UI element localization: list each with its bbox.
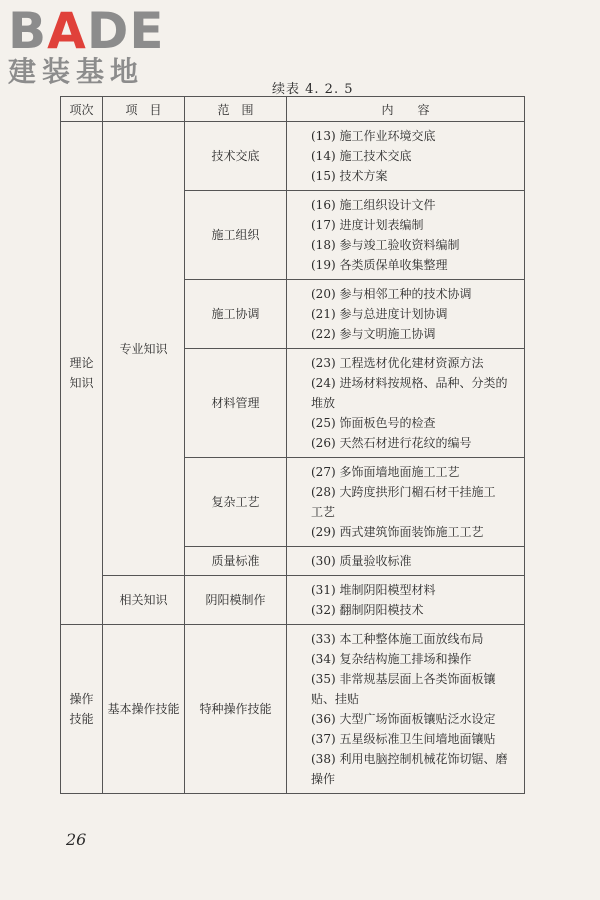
content-item: (15) 技术方案 — [311, 169, 388, 183]
content-item: (38) 利用电脑控制机械花饰切锯、磨 操作 — [311, 752, 508, 786]
content-item: (22) 参与文明施工协调 — [311, 327, 436, 341]
content-item: (19) 各类质保单收集整理 — [311, 258, 448, 272]
header-scope: 范 围 — [185, 97, 287, 122]
skills-table — [60, 96, 525, 794]
scope-cell: 施工协调 — [185, 280, 287, 349]
scope-cell: 特种操作技能 — [185, 625, 287, 794]
page-number: 26 — [66, 830, 87, 849]
content-item: (21) 参与总进度计划协调 — [311, 307, 448, 321]
content-cell — [287, 547, 525, 576]
scope-cell: 复杂工艺 — [185, 458, 287, 547]
content-cell — [287, 458, 525, 547]
content-item: (26) 天然石材进行花纹的编号 — [311, 436, 472, 450]
group-theory: 理论 知识 — [61, 122, 103, 625]
table-row — [61, 576, 525, 625]
content-item: (28) 大跨度拱形门楣石材干挂施工 工艺 — [311, 485, 496, 519]
scope-cell: 阴阳模制作 — [185, 576, 287, 625]
table-caption: 续表 4. 2. 5 — [272, 82, 354, 97]
content-item: (13) 施工作业环境交底 — [311, 129, 436, 143]
content-item: (36) 大型广场饰面板镶贴泛水设定 — [311, 712, 496, 726]
content-cell — [287, 349, 525, 458]
project-related: 相关知识 — [103, 576, 185, 625]
scope-cell: 质量标准 — [185, 547, 287, 576]
header-item-no: 项次 — [61, 97, 103, 122]
header-project: 项 目 — [103, 97, 185, 122]
group-operation: 操作 技能 — [61, 625, 103, 794]
content-item: (23) 工程选材优化建材资源方法 — [311, 356, 484, 370]
logo-wordmark: BADE — [8, 2, 165, 60]
logo-subtitle: 建装基地 — [8, 55, 145, 88]
content-cell — [287, 191, 525, 280]
content-item: (27) 多饰面墙地面施工工艺 — [311, 465, 460, 479]
table-row — [61, 122, 525, 191]
content-item: (18) 参与竣工验收资料编制 — [311, 238, 460, 252]
scope-cell: 技术交底 — [185, 122, 287, 191]
content-cell — [287, 122, 525, 191]
table-header-row — [61, 97, 525, 122]
scope-cell: 施工组织 — [185, 191, 287, 280]
header-content: 内 容 — [287, 97, 525, 122]
content-item: (31) 堆制阴阳模型材料 — [311, 583, 436, 597]
content-item: (32) 翻制阴阳模技术 — [311, 603, 424, 617]
content-item: (37) 五星级标准卫生间墙地面镶贴 — [311, 732, 496, 746]
table-row — [61, 625, 525, 794]
content-item: (25) 饰面板色号的检查 — [311, 416, 436, 430]
content-item: (33) 本工种整体施工面放线布局 — [311, 632, 484, 646]
scope-cell: 材料管理 — [185, 349, 287, 458]
content-item: (14) 施工技术交底 — [311, 149, 412, 163]
content-item: (16) 施工组织设计文件 — [311, 198, 436, 212]
content-cell — [287, 576, 525, 625]
project-basic: 基本操作技能 — [103, 625, 185, 794]
content-cell — [287, 625, 525, 794]
bade-logo — [8, 4, 165, 88]
content-item: (34) 复杂结构施工排场和操作 — [311, 652, 472, 666]
content-item: (35) 非常规基层面上各类饰面板镶 贴、挂贴 — [311, 672, 496, 706]
content-item: (20) 参与相邻工种的技术协调 — [311, 287, 472, 301]
content-item: (30) 质量验收标准 — [311, 554, 412, 568]
content-item: (29) 西式建筑饰面装饰施工工艺 — [311, 525, 484, 539]
content-item: (17) 进度计划表编制 — [311, 218, 424, 232]
content-cell — [287, 280, 525, 349]
project-professional: 专业知识 — [103, 122, 185, 576]
content-item: (24) 进场材料按规格、品种、分类的 堆放 — [311, 376, 508, 410]
